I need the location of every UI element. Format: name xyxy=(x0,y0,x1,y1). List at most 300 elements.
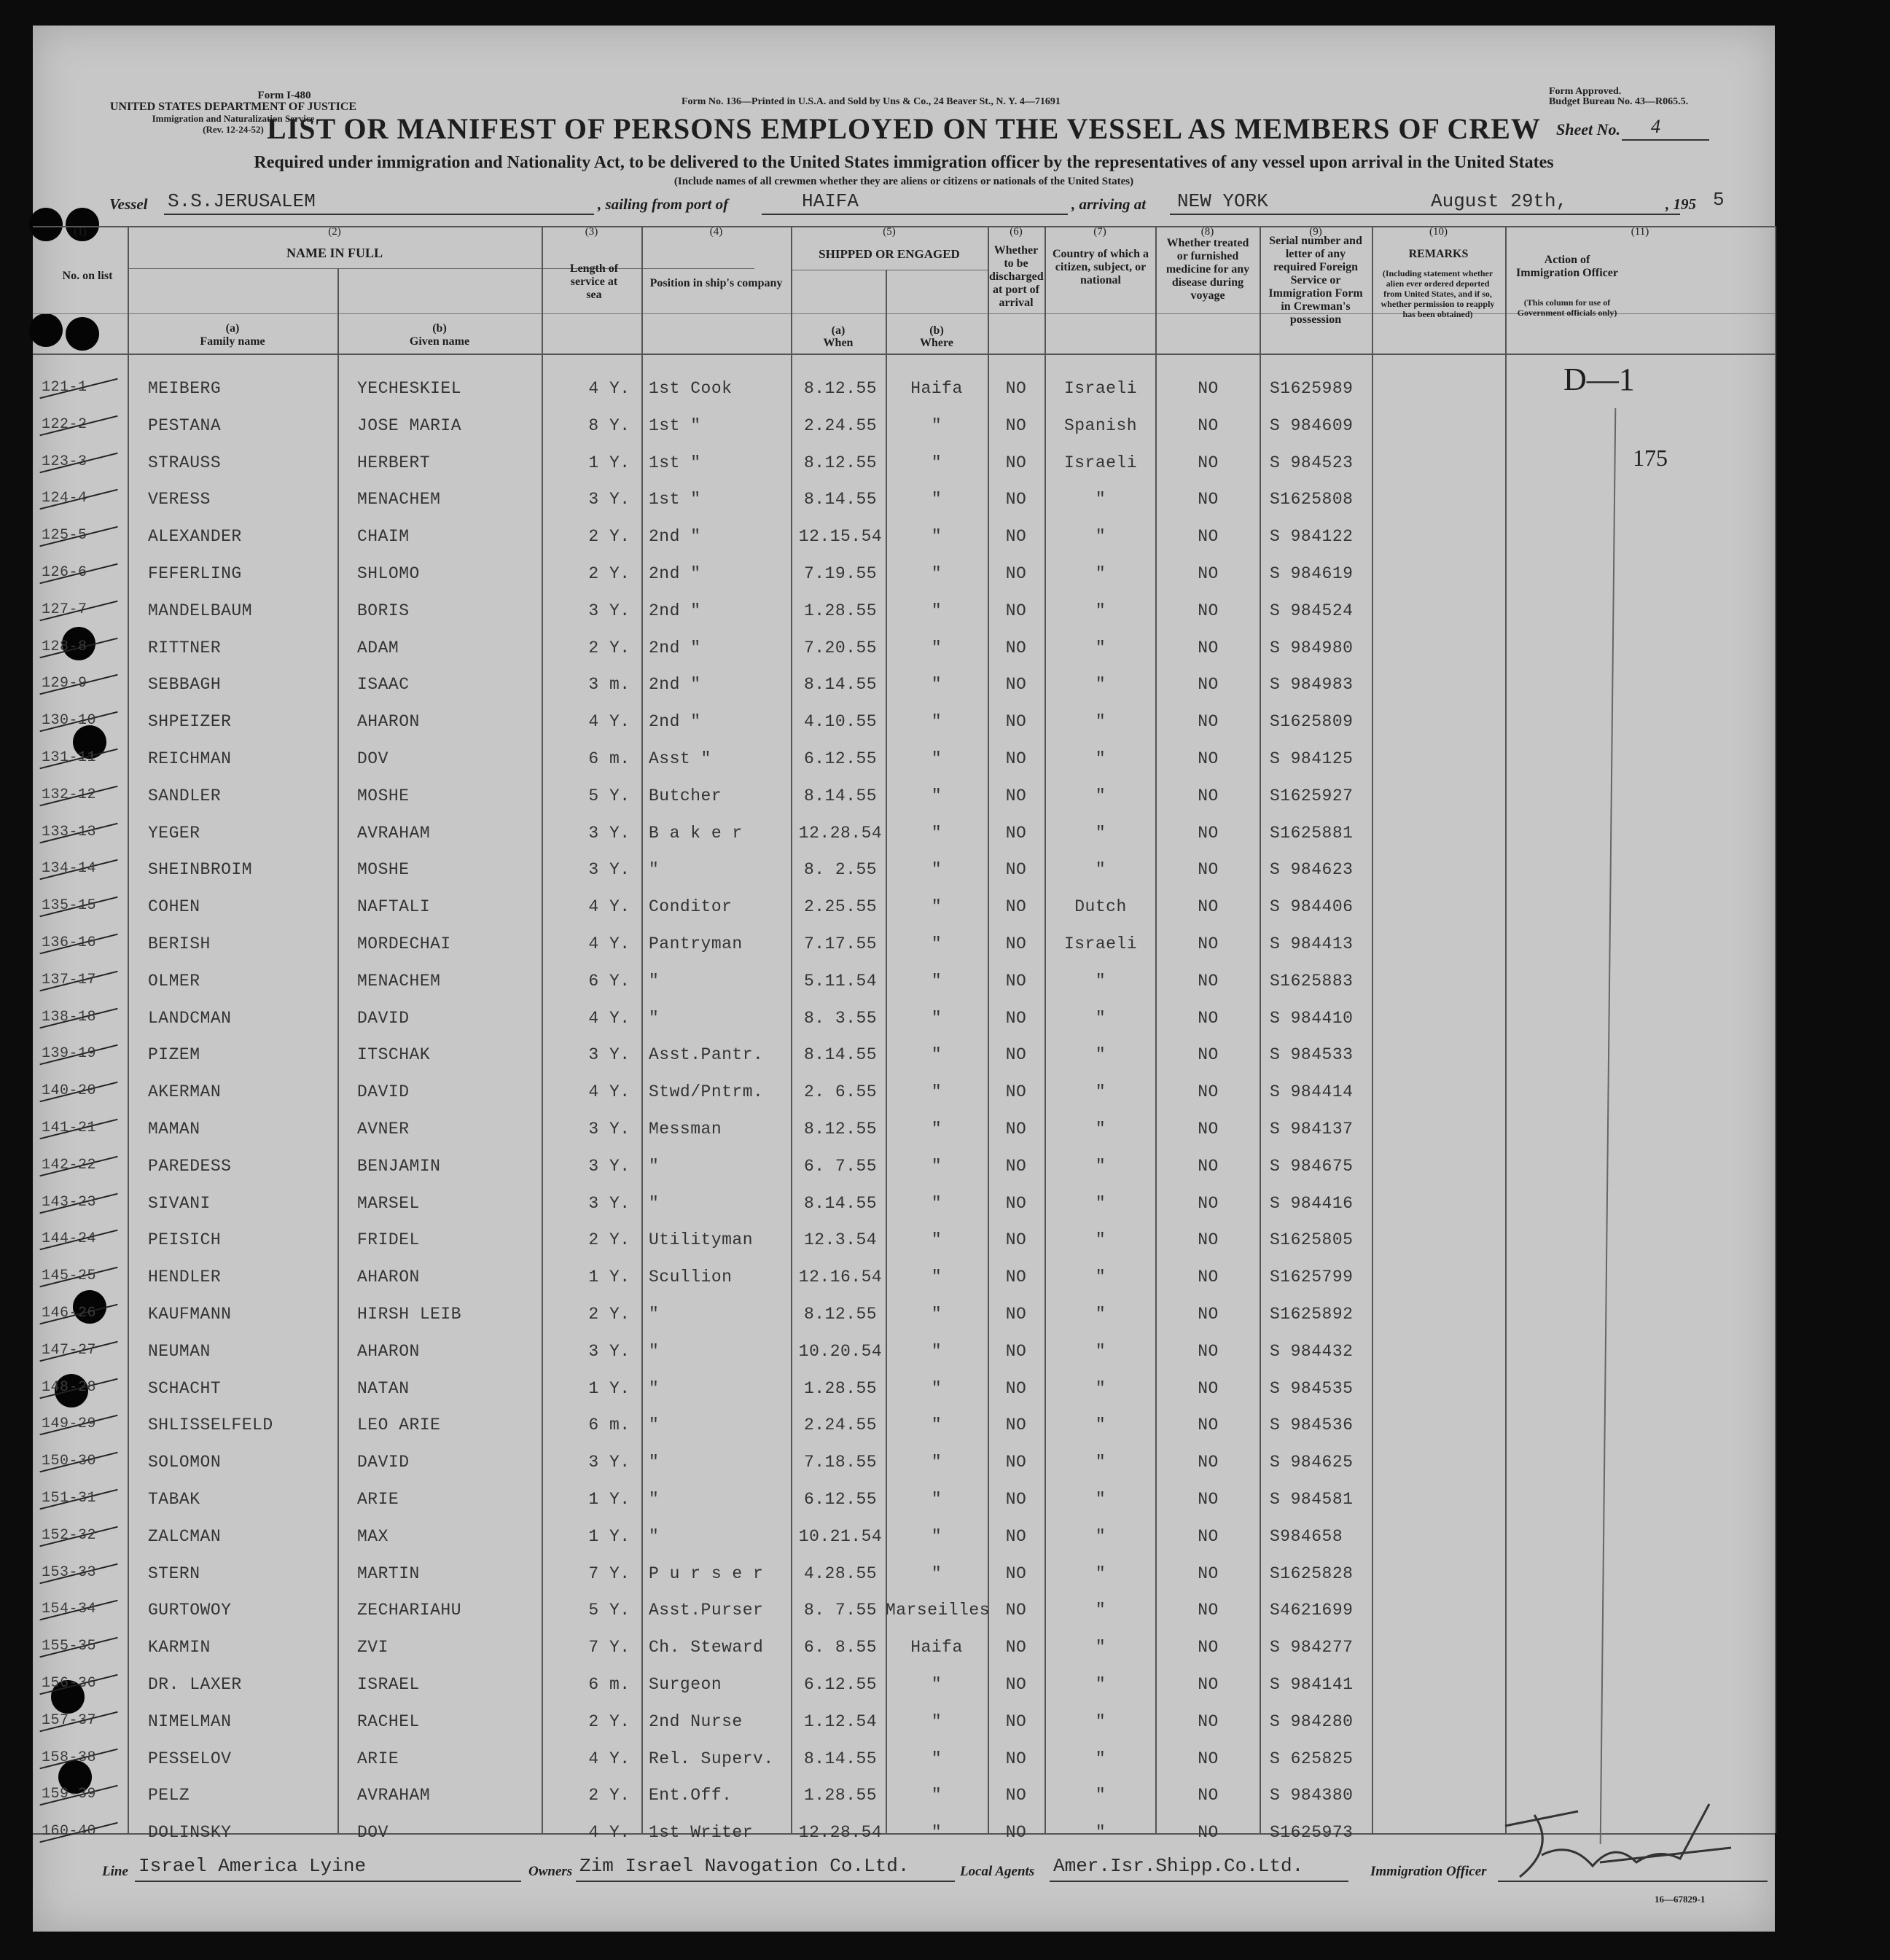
country-cell: " xyxy=(1095,823,1106,843)
length-of-service-cell: 8 Y. xyxy=(588,415,630,435)
manifest-page xyxy=(33,26,1775,1932)
shipped-when-cell: 12.28.54 xyxy=(798,823,883,843)
manifest-subtitle: Required under immigration and Nationality Act, to be delivered to the United States immigration officer by the representatives of any vessel upon arrival in the United States xyxy=(254,153,1554,172)
family-name-cell: STRAUSS xyxy=(148,453,222,472)
row-number-cell: 129-9 xyxy=(42,675,87,692)
sheet-label: Sheet No. xyxy=(1556,120,1620,138)
serial-number-cell: S1625973 xyxy=(1270,1823,1354,1843)
table-row xyxy=(33,860,1775,882)
row-number-cell: 125-5 xyxy=(42,527,87,544)
port-of-arrival: NEW YORK xyxy=(1177,190,1268,212)
col-num-11: (11) xyxy=(1631,226,1649,238)
medicine-cell: NO xyxy=(1198,1156,1219,1176)
shipped-where-cell: " xyxy=(931,453,942,472)
shipped-where-cell: " xyxy=(931,1341,942,1361)
medicine-cell: NO xyxy=(1198,490,1219,509)
position-cell: 1st Writer xyxy=(649,1823,754,1843)
col-num-10: (10) xyxy=(1429,226,1448,238)
table-row xyxy=(33,1268,1775,1289)
table-row xyxy=(33,1379,1775,1401)
country-cell: " xyxy=(1095,1082,1106,1102)
medicine-cell: NO xyxy=(1198,1638,1219,1658)
family-name-cell: LANDCMAN xyxy=(148,1008,232,1028)
position-cell: " xyxy=(649,1416,660,1435)
table-row xyxy=(33,379,1775,401)
header-name-in-full: NAME IN FULL xyxy=(286,246,383,260)
row-number-cell: 145-25 xyxy=(42,1268,97,1285)
country-cell: " xyxy=(1095,1045,1106,1065)
medicine-cell: NO xyxy=(1198,453,1219,472)
shipped-when-cell: 2.24.55 xyxy=(803,415,878,435)
medicine-cell: NO xyxy=(1198,638,1219,657)
position-cell: " xyxy=(649,1378,660,1398)
row-number-cell: 142-22 xyxy=(42,1156,97,1174)
table-row xyxy=(33,1564,1775,1586)
table-row xyxy=(33,675,1775,697)
serial-number-cell: S 984533 xyxy=(1270,1045,1354,1065)
shipped-where-cell: " xyxy=(931,1268,942,1287)
given-name-cell: DAVID xyxy=(357,1008,410,1028)
header-serial: Serial number and letter of any required Foreign Service or Immigration Form in Crewman's possession xyxy=(1268,235,1363,326)
position-cell: " xyxy=(649,1490,660,1509)
medicine-cell: NO xyxy=(1198,1416,1219,1435)
shipped-when-cell: 2. 6.55 xyxy=(803,1082,878,1102)
length-of-service-cell: 7 Y. xyxy=(588,1563,630,1583)
row-number-cell: 157-37 xyxy=(42,1711,97,1729)
shipped-where-cell: " xyxy=(931,675,942,695)
medicine-cell: NO xyxy=(1198,1120,1219,1139)
shipped-where-cell: " xyxy=(931,786,942,805)
country-cell: " xyxy=(1095,1711,1106,1731)
country-cell: Spanish xyxy=(1063,415,1138,435)
shipped-where-cell: " xyxy=(931,1193,942,1213)
serial-number-cell: S 984619 xyxy=(1270,564,1354,583)
given-name-cell: RACHEL xyxy=(357,1711,420,1731)
family-name-cell: KARMIN xyxy=(148,1638,211,1658)
family-name-cell: DR. LAXER xyxy=(148,1675,242,1694)
table-row xyxy=(33,1712,1775,1734)
printer-line: Form No. 136—Printed in U.S.A. and Sold by Uns & Co., 24 Beaver St., N. Y. 4—71691 xyxy=(682,96,1061,107)
length-of-service-cell: 1 Y. xyxy=(588,453,630,472)
table-row xyxy=(33,1490,1775,1512)
line-label: Line xyxy=(102,1864,128,1879)
header-shipped: SHIPPED OR ENGAGED xyxy=(819,247,960,261)
medicine-cell: NO xyxy=(1198,971,1219,991)
col-num-2: (2) xyxy=(328,226,341,238)
shipped-where-cell: " xyxy=(931,823,942,843)
row-number-cell: 154-34 xyxy=(42,1601,97,1618)
country-cell: " xyxy=(1095,1193,1106,1213)
medicine-cell: NO xyxy=(1198,1453,1219,1472)
table-row xyxy=(33,712,1775,734)
length-of-service-cell: 2 Y. xyxy=(588,1711,630,1731)
table-row xyxy=(33,1120,1775,1141)
country-cell: " xyxy=(1095,1526,1106,1546)
medicine-cell: NO xyxy=(1198,1341,1219,1361)
shipped-where-cell: " xyxy=(931,1378,942,1398)
country-cell: " xyxy=(1095,712,1106,732)
shipped-where-cell: " xyxy=(931,601,942,620)
row-number-cell: 126-6 xyxy=(42,564,87,581)
position-cell: 2nd Nurse xyxy=(649,1711,743,1731)
position-cell: 2nd " xyxy=(649,712,701,732)
serial-number-cell: S 984623 xyxy=(1270,860,1354,880)
serial-number-cell: S984658 xyxy=(1270,1526,1343,1546)
length-of-service-cell: 3 m. xyxy=(588,675,630,695)
discharged-cell: NO xyxy=(1005,453,1027,472)
shipped-when-cell: 8. 2.55 xyxy=(803,860,878,880)
medicine-cell: NO xyxy=(1198,1268,1219,1287)
shipped-where-cell: " xyxy=(931,1305,942,1324)
discharged-cell: NO xyxy=(1005,786,1027,805)
year-prefix: , 195 xyxy=(1666,195,1696,213)
length-of-service-cell: 3 Y. xyxy=(588,860,630,880)
length-of-service-cell: 5 Y. xyxy=(588,1601,630,1620)
serial-number-cell: S 984416 xyxy=(1270,1193,1354,1213)
position-cell: Pantryman xyxy=(649,934,743,953)
shipped-when-cell: 8. 3.55 xyxy=(803,1008,878,1028)
family-name-cell: SHEINBROIM xyxy=(148,860,253,880)
table-row xyxy=(33,601,1775,623)
length-of-service-cell: 3 Y. xyxy=(588,1453,630,1472)
position-cell: " xyxy=(649,1526,660,1546)
table-row xyxy=(33,1749,1775,1771)
shipped-where-cell: " xyxy=(931,860,942,880)
shipped-when-cell: 7.20.55 xyxy=(803,638,878,657)
discharged-cell: NO xyxy=(1005,638,1027,657)
serial-number-cell: S 984581 xyxy=(1270,1490,1354,1509)
shipped-when-cell: 12.16.54 xyxy=(798,1268,883,1287)
given-name-cell: AHARON xyxy=(357,1341,420,1361)
shipped-where-cell: " xyxy=(931,1749,942,1768)
given-name-cell: NAFTALI xyxy=(357,897,431,917)
serial-number-cell: S 984380 xyxy=(1270,1786,1354,1805)
col-num-6: (6) xyxy=(1010,226,1023,238)
shipped-when-cell: 6. 7.55 xyxy=(803,1156,878,1176)
length-of-service-cell: 2 Y. xyxy=(588,527,630,547)
family-name-cell: PEISICH xyxy=(148,1230,222,1250)
position-cell: " xyxy=(649,1305,660,1324)
given-name-cell: CHAIM xyxy=(357,527,410,547)
family-name-cell: REICHMAN xyxy=(148,749,232,768)
header-length: Length of service at sea xyxy=(569,262,619,301)
length-of-service-cell: 4 Y. xyxy=(588,1082,630,1102)
table-row xyxy=(33,564,1775,586)
country-cell: " xyxy=(1095,1786,1106,1805)
country-cell: " xyxy=(1095,749,1106,768)
table-row xyxy=(33,1638,1775,1660)
length-of-service-cell: 1 Y. xyxy=(588,1490,630,1509)
discharged-cell: NO xyxy=(1005,1268,1027,1287)
length-of-service-cell: 1 Y. xyxy=(588,1268,630,1287)
shipped-when-cell: 7.18.55 xyxy=(803,1453,878,1472)
shipped-when-cell: 1.28.55 xyxy=(803,601,878,620)
length-of-service-cell: 3 Y. xyxy=(588,490,630,509)
discharged-cell: NO xyxy=(1005,1711,1027,1731)
shipped-where-cell: Haifa xyxy=(910,1638,963,1658)
row-number-cell: 130-10 xyxy=(42,712,97,730)
shipped-where-cell: " xyxy=(931,1490,942,1509)
shipped-where-cell: " xyxy=(931,1526,942,1546)
family-name-cell: AKERMAN xyxy=(148,1082,222,1102)
serial-number-cell: S 984675 xyxy=(1270,1156,1354,1176)
discharged-cell: NO xyxy=(1005,823,1027,843)
family-name-cell: MEIBERG xyxy=(148,379,222,398)
given-name-cell: MARSEL xyxy=(357,1193,420,1213)
shipped-where-cell: " xyxy=(931,749,942,768)
shipped-when-cell: 8.14.55 xyxy=(803,1193,878,1213)
serial-number-cell: S 984122 xyxy=(1270,527,1354,547)
table-row xyxy=(33,897,1775,919)
col-num-7: (7) xyxy=(1093,226,1106,238)
length-of-service-cell: 3 Y. xyxy=(588,823,630,843)
given-name-cell: MORDECHAI xyxy=(357,934,451,953)
header-no-on-list: No. on list xyxy=(62,270,113,282)
given-name-cell: DAVID xyxy=(357,1453,410,1472)
discharged-cell: NO xyxy=(1005,934,1027,953)
table-row xyxy=(33,416,1775,438)
position-cell: Stwd/Pntrm. xyxy=(649,1082,764,1102)
position-cell: " xyxy=(649,1453,660,1472)
medicine-cell: NO xyxy=(1198,379,1219,398)
revision-line: (Rev. 12-24-52) xyxy=(203,124,264,135)
header-position: Position in ship's company xyxy=(649,277,783,289)
action-annotation-d1: D—1 xyxy=(1563,362,1635,397)
shipped-when-cell: 12.15.54 xyxy=(798,527,883,547)
serial-number-cell: S1625883 xyxy=(1270,971,1354,991)
shipped-when-cell: 6.12.55 xyxy=(803,749,878,768)
row-number-cell: 155-35 xyxy=(42,1638,97,1655)
discharged-cell: NO xyxy=(1005,1526,1027,1546)
country-cell: " xyxy=(1095,1416,1106,1435)
shipped-when-cell: 8.14.55 xyxy=(803,490,878,509)
country-cell: " xyxy=(1095,1268,1106,1287)
serial-number-cell: S 984406 xyxy=(1270,897,1354,917)
shipped-when-cell: 8.14.55 xyxy=(803,1749,878,1768)
family-name-cell: MANDELBAUM xyxy=(148,601,253,620)
shipped-where-cell: " xyxy=(931,712,942,732)
action-annotation-175: 175 xyxy=(1633,445,1668,471)
given-name-cell: MENACHEM xyxy=(357,490,441,509)
position-cell: " xyxy=(649,1156,660,1176)
medicine-cell: NO xyxy=(1198,749,1219,768)
family-name-cell: MAMAN xyxy=(148,1120,200,1139)
shipped-where-cell: " xyxy=(931,971,942,991)
serial-number-cell: S1625881 xyxy=(1270,823,1354,843)
shipped-when-cell: 8.12.55 xyxy=(803,1120,878,1139)
shipped-where-cell: " xyxy=(931,1675,942,1694)
given-name-cell: MARTIN xyxy=(357,1563,420,1583)
shipped-where-cell: " xyxy=(931,1008,942,1028)
length-of-service-cell: 6 Y. xyxy=(588,971,630,991)
position-cell: " xyxy=(649,1008,660,1028)
shipped-when-cell: 4.10.55 xyxy=(803,712,878,732)
header-when: When xyxy=(823,337,854,349)
medicine-cell: NO xyxy=(1198,1601,1219,1620)
country-cell: " xyxy=(1095,1230,1106,1250)
shipped-where-cell: " xyxy=(931,638,942,657)
country-cell: " xyxy=(1095,1490,1106,1509)
sheet-number: 4 xyxy=(1651,116,1660,137)
length-of-service-cell: 4 Y. xyxy=(588,1823,630,1843)
form-id: Form I-480 xyxy=(257,90,311,101)
discharged-cell: NO xyxy=(1005,1490,1027,1509)
length-of-service-cell: 2 Y. xyxy=(588,638,630,657)
length-of-service-cell: 4 Y. xyxy=(588,897,630,917)
serial-number-cell: S 984125 xyxy=(1270,749,1354,768)
given-name-cell: DOV xyxy=(357,1823,388,1843)
header-action-note: (This column for use of Government officials only) xyxy=(1517,297,1617,318)
length-of-service-cell: 4 Y. xyxy=(588,1749,630,1768)
shipped-where-cell: " xyxy=(931,1416,942,1435)
position-cell: Asst.Pantr. xyxy=(649,1045,764,1065)
row-number-cell: 141-21 xyxy=(42,1120,97,1136)
discharged-cell: NO xyxy=(1005,527,1027,547)
country-cell: " xyxy=(1095,1008,1106,1028)
country-cell: " xyxy=(1095,1120,1106,1139)
medicine-cell: NO xyxy=(1198,1193,1219,1213)
position-cell: 1st Cook xyxy=(649,379,733,398)
family-name-cell: RITTNER xyxy=(148,638,222,657)
position-cell: Ent.Off. xyxy=(649,1786,733,1805)
header-action: Action of Immigration Officer xyxy=(1516,254,1618,279)
length-of-service-cell: 2 Y. xyxy=(588,1786,630,1805)
discharged-cell: NO xyxy=(1005,749,1027,768)
row-number-cell: 149-29 xyxy=(42,1416,97,1433)
row-number-cell: 146-26 xyxy=(42,1305,97,1321)
length-of-service-cell: 6 m. xyxy=(588,1416,630,1435)
serial-number-cell: S 625825 xyxy=(1270,1749,1354,1768)
discharged-cell: NO xyxy=(1005,1786,1027,1805)
given-name-cell: DOV xyxy=(357,749,388,768)
row-number-cell: 160-40 xyxy=(42,1823,97,1840)
table-row xyxy=(33,527,1775,549)
header-discharged: Whether to be discharged at port of arrival xyxy=(989,244,1044,309)
col-num-1: (1) xyxy=(74,226,87,238)
shipped-where-cell: " xyxy=(931,1045,942,1065)
family-name-cell: COHEN xyxy=(148,897,200,917)
medicine-cell: NO xyxy=(1198,527,1219,547)
discharged-cell: NO xyxy=(1005,601,1027,620)
given-name-cell: MAX xyxy=(357,1526,388,1546)
discharged-cell: NO xyxy=(1005,1638,1027,1658)
table-row xyxy=(33,1601,1775,1623)
row-number-cell: 134-14 xyxy=(42,860,97,878)
discharged-cell: NO xyxy=(1005,1453,1027,1472)
position-cell: 2nd " xyxy=(649,675,701,695)
service-line: Immigration and Naturalization Service xyxy=(152,113,315,124)
family-name-cell: STERN xyxy=(148,1563,200,1583)
medicine-cell: NO xyxy=(1198,1711,1219,1731)
country-cell: " xyxy=(1095,860,1106,880)
table-row xyxy=(33,1675,1775,1697)
row-number-cell: 124-4 xyxy=(42,490,87,507)
country-cell: " xyxy=(1095,1378,1106,1398)
family-name-cell: PELZ xyxy=(148,1786,190,1805)
country-cell: " xyxy=(1095,971,1106,991)
discharged-cell: NO xyxy=(1005,1749,1027,1768)
given-name-cell: HERBERT xyxy=(357,453,431,472)
discharged-cell: NO xyxy=(1005,490,1027,509)
position-cell: Scullion xyxy=(649,1268,733,1287)
country-cell: Dutch xyxy=(1074,897,1127,917)
serial-number-cell: S1625799 xyxy=(1270,1268,1354,1287)
table-row xyxy=(33,1230,1775,1252)
header-when-a: (a) xyxy=(831,324,846,337)
table-row xyxy=(33,490,1775,512)
discharged-cell: NO xyxy=(1005,860,1027,880)
table-row xyxy=(33,1009,1775,1031)
table-row xyxy=(33,1416,1775,1437)
discharged-cell: NO xyxy=(1005,1675,1027,1694)
row-number-cell: 147-27 xyxy=(42,1341,97,1359)
row-number-cell: 121-1 xyxy=(42,379,87,396)
serial-number-cell: S 984410 xyxy=(1270,1008,1354,1028)
shipped-where-cell: " xyxy=(931,564,942,583)
position-cell: 1st " xyxy=(649,415,701,435)
length-of-service-cell: 3 Y. xyxy=(588,1156,630,1176)
family-name-cell: FEFERLING xyxy=(148,564,242,583)
given-name-cell: JOSE MARIA xyxy=(357,415,462,435)
row-number-cell: 132-12 xyxy=(42,786,97,803)
family-name-cell: NEUMAN xyxy=(148,1341,211,1361)
agents-label: Local Agents xyxy=(960,1864,1035,1879)
manifest-title: LIST OR MANIFEST OF PERSONS EMPLOYED ON THE VESSEL AS MEMBERS OF CREW xyxy=(267,112,1541,145)
row-number-cell: 131-11 xyxy=(42,749,97,766)
given-name-cell: ZECHARIAHU xyxy=(357,1601,462,1620)
country-cell: " xyxy=(1095,1749,1106,1768)
medicine-cell: NO xyxy=(1198,823,1219,843)
position-cell: B a k e r xyxy=(649,823,743,843)
shipped-when-cell: 12.3.54 xyxy=(803,1230,878,1250)
discharged-cell: NO xyxy=(1005,1563,1027,1583)
row-number-cell: 136-16 xyxy=(42,934,97,951)
discharged-cell: NO xyxy=(1005,415,1027,435)
col-num-4: (4) xyxy=(709,226,723,238)
given-name-cell: MOSHE xyxy=(357,786,410,805)
given-name-cell: MENACHEM xyxy=(357,971,441,991)
country-cell: " xyxy=(1095,1453,1106,1472)
position-cell: Rel. Superv. xyxy=(649,1749,774,1768)
family-name-cell: PESTANA xyxy=(148,415,222,435)
header-remarks: REMARKS xyxy=(1408,248,1469,260)
serial-number-cell: S4621699 xyxy=(1270,1601,1354,1620)
given-name-cell: BENJAMIN xyxy=(357,1156,441,1176)
shipped-where-cell: " xyxy=(931,1453,942,1472)
serial-number-cell: S 984536 xyxy=(1270,1416,1354,1435)
medicine-cell: NO xyxy=(1198,415,1219,435)
medicine-cell: NO xyxy=(1198,564,1219,583)
header-given-b: (b) xyxy=(432,322,447,335)
crew-table xyxy=(33,226,1775,1843)
shipped-where-cell: " xyxy=(931,1823,942,1843)
row-number-cell: 151-31 xyxy=(42,1490,97,1507)
table-row xyxy=(33,1194,1775,1216)
length-of-service-cell: 4 Y. xyxy=(588,1008,630,1028)
serial-number-cell: S 984432 xyxy=(1270,1341,1354,1361)
shipped-when-cell: 8.12.55 xyxy=(803,1305,878,1324)
serial-number-cell: S 984535 xyxy=(1270,1378,1354,1398)
discharged-cell: NO xyxy=(1005,1823,1027,1843)
officer-signature xyxy=(1491,1797,1738,1891)
length-of-service-cell: 3 Y. xyxy=(588,1341,630,1361)
family-name-cell: SCHACHT xyxy=(148,1378,222,1398)
given-name-cell: HIRSH LEIB xyxy=(357,1305,462,1324)
serial-number-cell: S 984413 xyxy=(1270,934,1354,953)
discharged-cell: NO xyxy=(1005,1156,1027,1176)
shipped-when-cell: 6.12.55 xyxy=(803,1675,878,1694)
discharged-cell: NO xyxy=(1005,1120,1027,1139)
